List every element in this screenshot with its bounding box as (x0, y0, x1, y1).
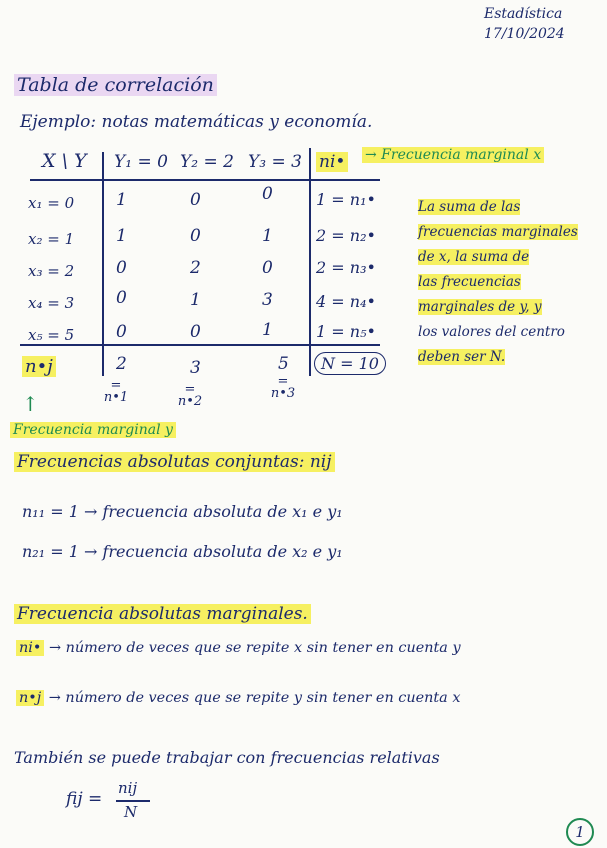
date-label: 17/10/2024 (484, 26, 565, 42)
cell-2-3: 1 (262, 226, 273, 246)
marginal-x-highlight: → Frecuencia marginal x (362, 147, 544, 163)
example-line: Ejemplo: notas matemáticas y economía. (20, 112, 373, 132)
col-total-name-1 (99, 380, 133, 404)
col-total-name-2 (173, 384, 207, 408)
marginal-def-y-term: n•j (16, 690, 44, 706)
joint-frequency-heading (14, 452, 335, 472)
note-line-3: de x, la suma de (418, 249, 530, 265)
formula-fraction-bar (116, 800, 150, 802)
row-label-x1: x₁ = 0 (28, 194, 75, 212)
marginal-y-arrow: ↑ (22, 392, 39, 416)
row-label-x3: x₃ = 2 (28, 262, 75, 280)
cell-5-3: 1 (262, 320, 273, 340)
title-highlight: Tabla de correlación (14, 74, 217, 96)
equals-mark-3: = (277, 374, 289, 389)
cell-1-1: 1 (116, 190, 127, 210)
cell-5-2: 0 (190, 322, 201, 342)
marginal-heading-highlight: Frecuencia absolutas marginales. (14, 604, 311, 624)
cell-3-2: 2 (190, 258, 201, 278)
col-total-name-3-text: n•3 (270, 386, 296, 401)
col-header-marginal (316, 152, 348, 172)
marginal-def-y-text: → número de veces que se repite y sin tener en cuenta x (48, 690, 461, 706)
joint-heading-highlight: Frecuencias absolutas conjuntas: nij (14, 452, 335, 472)
col-total-1: 2 (116, 354, 127, 374)
col-total-name-1-text: n•1 (103, 390, 129, 405)
equals-mark-1: = (110, 378, 122, 393)
marginal-x5: 1 = n₅• (316, 322, 376, 341)
equals-mark-2: = (184, 382, 196, 397)
subject-label: Estadística (484, 6, 563, 22)
marginal-frequency-heading (14, 604, 311, 624)
marginal-x3: 2 = n₃• (316, 258, 376, 277)
marginal-sum-note (418, 195, 602, 370)
marginal-x-label (362, 147, 544, 163)
table-corner: X \ Y (42, 150, 87, 172)
note-line-1: La suma de las (418, 199, 521, 215)
marginal-def-x (16, 640, 461, 656)
marginal-y-label (10, 422, 176, 438)
cell-2-1: 1 (116, 226, 127, 246)
page-number: 1 (566, 818, 594, 846)
cell-3-1: 0 (116, 258, 127, 278)
marginal-divider (309, 148, 311, 376)
total-label (22, 356, 56, 377)
note-line-5: marginales de y, y (418, 299, 542, 315)
marginal-x2: 2 = n₂• (316, 226, 376, 245)
cell-1-3: 0 (262, 184, 273, 204)
col-total-3: 5 (278, 354, 289, 374)
page-title (14, 74, 217, 96)
note-line-4: las frecuencias (418, 274, 521, 290)
marginal-x1: 1 = n₁• (316, 190, 376, 209)
marginal-header-highlight: ni• (316, 152, 348, 172)
total-label-highlight: n•j (22, 356, 56, 377)
marginal-def-y (16, 690, 460, 706)
marginal-y-highlight: Frecuencia marginal y (10, 422, 176, 438)
note-line-2: frecuencias marginales (418, 224, 578, 240)
relative-formula-denominator: N (124, 803, 138, 821)
marginal-x4: 4 = n₄• (316, 292, 376, 311)
cell-4-2: 1 (190, 290, 201, 310)
row-label-x2: x₂ = 1 (28, 230, 75, 248)
cell-4-3: 3 (262, 290, 273, 310)
correlation-table (20, 148, 380, 388)
col-header-y3: Y₃ = 3 (248, 152, 302, 172)
grand-total-circle: N = 10 (314, 352, 386, 375)
row-label-divider (102, 152, 104, 376)
row-label-x4: x₄ = 3 (28, 294, 75, 312)
relative-formula-numerator: nij (118, 779, 138, 797)
marginal-def-x-term: ni• (16, 640, 44, 656)
cell-2-2: 0 (190, 226, 201, 246)
col-header-y1: Y₁ = 0 (114, 152, 168, 172)
note-line-7: deben ser N. (418, 349, 506, 365)
col-total-name-3 (266, 376, 300, 400)
col-total-2: 3 (190, 358, 201, 378)
col-header-y2: Y₂ = 2 (180, 152, 234, 172)
cell-4-1: 0 (116, 288, 127, 308)
total-rule (20, 344, 380, 346)
joint-example-1: n₁₁ = 1 → frecuencia absoluta de x₁ e y₁ (22, 502, 343, 521)
marginal-def-x-text: → número de veces que se repite x sin tener en cuenta y (48, 640, 461, 656)
relative-formula-lhs: fij = (66, 789, 103, 809)
cell-5-1: 0 (116, 322, 127, 342)
col-total-name-2-text: n•2 (177, 394, 203, 409)
joint-example-2: n₂₁ = 1 → frecuencia absoluta de x₂ e y₁ (22, 542, 343, 561)
note-line-6: los valores del centro (418, 324, 565, 340)
grand-total (314, 354, 386, 373)
relative-frequency-text: También se puede trabajar con frecuencias relativas (14, 748, 440, 767)
cell-3-3: 0 (262, 258, 273, 278)
header-rule (30, 179, 380, 181)
cell-1-2: 0 (190, 190, 201, 210)
row-label-x5: x₅ = 5 (28, 326, 75, 344)
